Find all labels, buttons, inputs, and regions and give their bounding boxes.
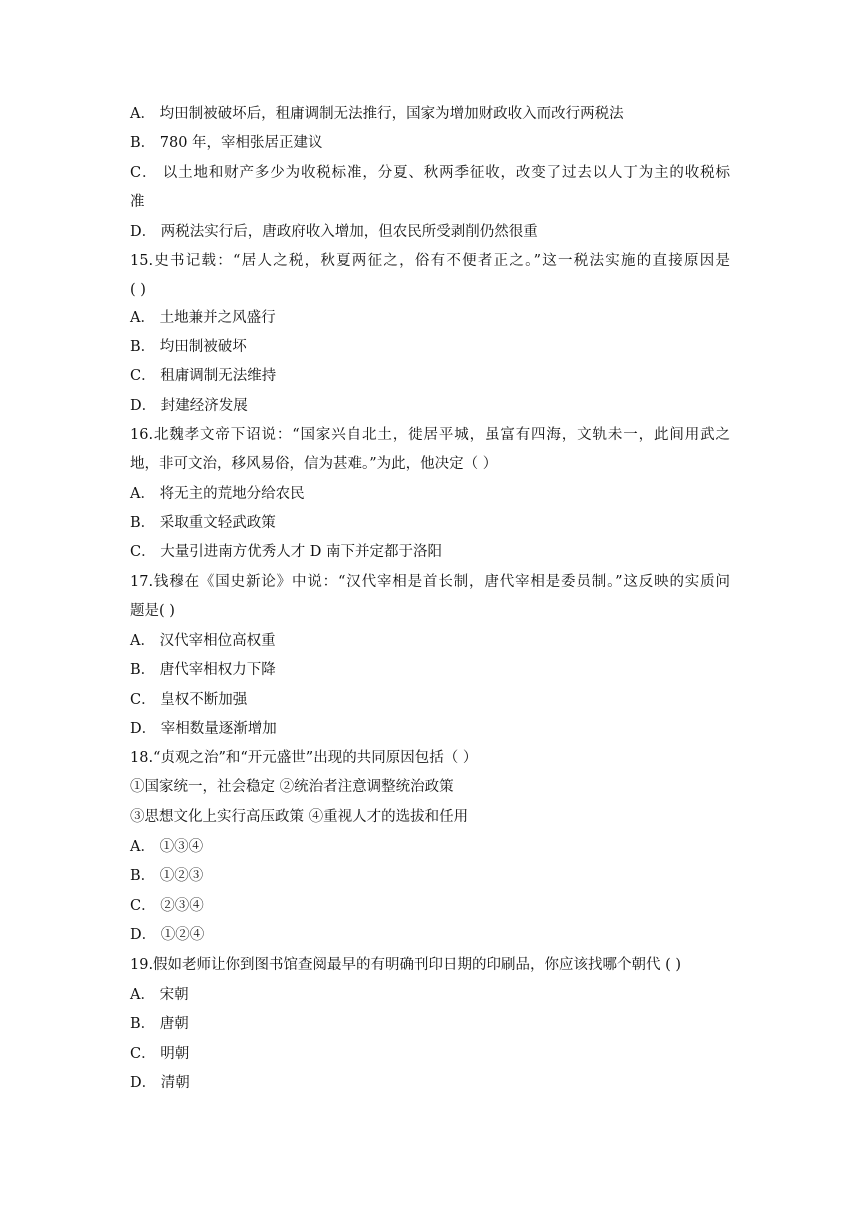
q17-option-c: C． 皇权不断加强 [130, 692, 248, 708]
q16-stem-continued: 地，非可文治，移风易俗，信为甚难。”为此，他决定（ ） [130, 456, 498, 472]
q16-stem: 16.北魏孝文帝下诏说：“国家兴自北土，徙居平城，虽富有四海，文轨未一，此间用武之 [130, 427, 730, 443]
q17-stem: 17.钱穆在《国史新论》中说：“汉代宰相是首长制，唐代宰相是委员制。”这反映的实质问 [130, 574, 730, 590]
q19-option-a: A． 宋朝 [130, 987, 189, 1003]
q18-statements-1-2: ①国家统一，社会稳定 ②统治者注意调整统治政策 [130, 779, 454, 795]
q17-option-a: A． 汉代宰相位高权重 [130, 633, 276, 649]
q18-option-a: A． ①③④ [130, 839, 204, 855]
q18-option-d: D． ①②④ [130, 927, 205, 943]
q17-option-b: B． 唐代宰相权力下降 [130, 662, 276, 678]
q15-option-b: B． 均田制被破坏 [130, 339, 247, 355]
q15-option-d: D． 封建经济发展 [130, 398, 248, 414]
q18-option-b: B． ①②③ [130, 868, 204, 884]
q14-option-c-continued: 准 [130, 194, 145, 210]
q15-option-a: A． 土地兼并之风盛行 [130, 310, 276, 326]
q16-option-b: B． 采取重文轻武政策 [130, 515, 276, 531]
q19-option-b: B． 唐朝 [130, 1016, 189, 1032]
q15-option-c: C． 租庸调制无法维持 [130, 368, 277, 384]
q15-stem: 15.史书记载：“居人之税，秋夏两征之，俗有不便者正之。”这一税法实施的直接原因是 [130, 253, 730, 269]
q19-option-d: D． 清朝 [130, 1075, 190, 1091]
q18-option-c: C． ②③④ [130, 898, 204, 914]
q14-option-d: D． 两税法实行后，唐政府收入增加，但农民所受剥削仍然很重 [130, 224, 538, 240]
q18-stem: 18.“贞观之治”和“开元盛世”出现的共同原因包括（ ） [130, 750, 478, 766]
q14-option-c: C． 以土地和财产多少为收税标准，分夏、秋两季征收，改变了过去以人丁为主的收税标 [130, 165, 730, 181]
q19-stem: 19.假如老师让你到图书馆查阅最早的有明确刊印日期的印刷品，你应该找哪个朝代 ( ) [130, 957, 682, 973]
q19-option-c: C． 明朝 [130, 1046, 190, 1062]
q16-option-a: A． 将无主的荒地分给农民 [130, 486, 305, 502]
q14-option-b: B． 780 年，宰相张居正建议 [130, 135, 323, 151]
q15-stem-answer-blank: ( ) [130, 282, 146, 298]
q17-option-d: D． 宰相数量逐渐增加 [130, 721, 277, 737]
q14-option-a: A． 均田制被破坏后，租庸调制无法推行，国家为增加财政收入而改行两税法 [130, 106, 624, 122]
q17-stem-continued: 题是( ) [130, 603, 175, 619]
q16-option-c-d: C． 大量引进南方优秀人才 D 南下并定都于洛阳 [130, 544, 443, 560]
q18-statements-3-4: ③思想文化上实行高压政策 ④重视人才的选拔和任用 [130, 809, 469, 825]
